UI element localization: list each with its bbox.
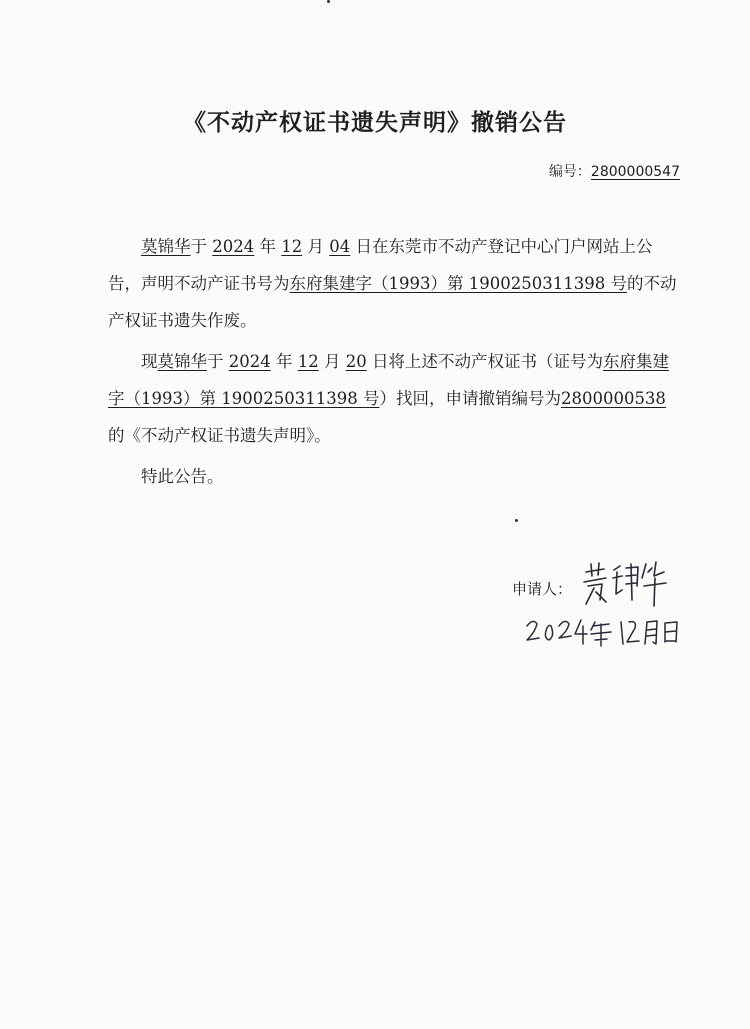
certificate-number: 东府集建字（1993）第 1900250311398 号 [108,352,669,408]
month: 12 [281,237,303,256]
handwritten-date [525,614,680,650]
day: 04 [329,237,351,256]
scan-speck [327,0,330,3]
document-number-value: 2800000547 [590,164,680,180]
paragraph-1 [108,228,683,339]
document-number-label: 编号： [548,164,591,180]
applicant-name: 莫锦华 [157,352,207,371]
scan-speck [515,519,518,522]
day: 20 [345,352,367,371]
text-segment: 月 [307,237,324,256]
text-segment: 于 [190,237,207,256]
applicant-row [512,578,572,599]
text-segment: 月 [324,352,341,371]
year: 2024 [228,352,271,371]
notice-body [108,228,683,495]
closing-text: 特此公告。 [141,467,224,486]
text-segment: 日在东莞市不动产登记中心门户网站上公告，声明不动产证书号为 [108,237,653,293]
document-number [549,161,680,181]
cancel-number: 2800000538 [560,389,666,408]
applicant-label: 申请人： [512,580,573,598]
text-segment: 现 [141,352,158,371]
paragraph-2 [108,343,683,454]
text-segment: ）找回，申请撤销编号为 [379,389,561,408]
text-segment: 日将上述不动产权证书（证号为 [372,352,603,371]
text-segment: 年 [259,237,276,256]
applicant-name: 莫锦华 [141,237,191,256]
page-title: 《不动产权证书遗失声明》撤销公告 [183,110,567,136]
text-segment: 于 [207,352,224,371]
text-segment: 的《不动产权证书遗失声明》。 [108,426,331,445]
text-segment: 年 [276,352,293,371]
month: 12 [297,352,319,371]
certificate-number: 东府集建字（1993）第 1900250311398 号 [289,274,627,293]
handwritten-signature [580,556,670,611]
text-segment: 的不动产权证书遗失作废。 [108,274,677,330]
year: 2024 [212,237,255,256]
